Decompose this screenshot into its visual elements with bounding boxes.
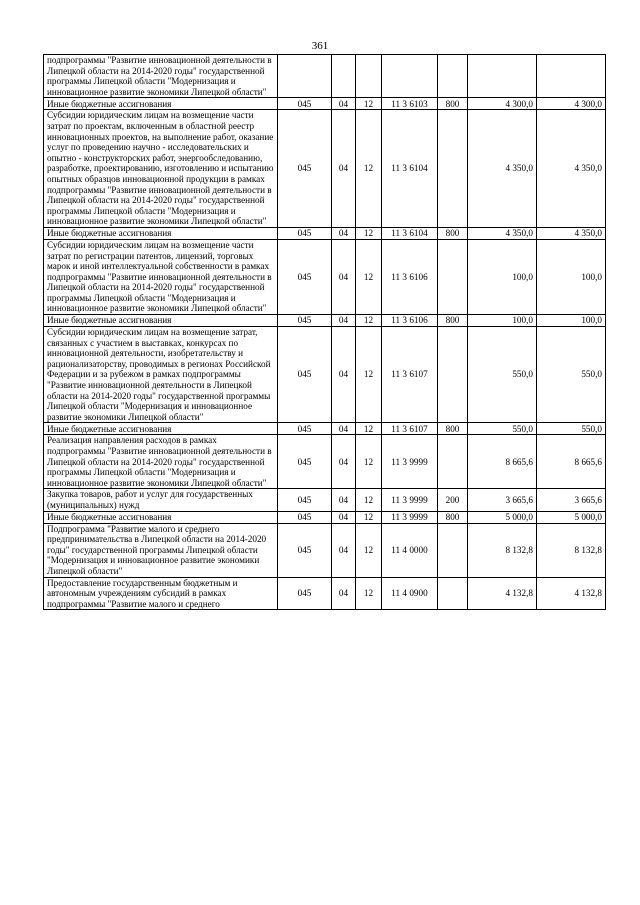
row-sum-1 — [468, 55, 537, 98]
row-sum-2: 550,0 — [537, 327, 606, 423]
row-name: Субсидии юридическим лицам на возмещение части затрат по проектам, включенным в областной реестр инновационных проектов, на выполнение работ, оказание услуг по проведению научно - исследовательских и опытно - конструкторских работ, энергообследованию, разработке, проектированию, изготовлению и испытанию опытных образцов инновационной продукции в рамках подпрограммы "Развитие инновационной деятельности в Липецкой области на 2014-2020 годы" государственной программы Липецкой области "Модернизация и инновационное развитие экономики Липецкой области" — [44, 110, 278, 228]
row-sum-2: 4 300,0 — [537, 98, 606, 110]
row-admin-code: 045 — [278, 489, 332, 511]
row-expense-type — [438, 239, 468, 314]
row-sum-1: 8 665,6 — [468, 435, 537, 489]
row-sum-1: 4 300,0 — [468, 98, 537, 110]
row-section: 04 — [332, 423, 356, 435]
row-expense-type — [438, 577, 468, 610]
row-subsection: 12 — [356, 523, 382, 577]
row-sum-2 — [537, 55, 606, 98]
table-row — [44, 327, 606, 423]
row-target-article: 11 3 6107 — [382, 423, 438, 435]
row-expense-type: 800 — [438, 227, 468, 239]
table-row — [44, 511, 606, 523]
row-admin-code: 045 — [278, 239, 332, 314]
row-target-article: 11 3 9999 — [382, 435, 438, 489]
row-name: Закупка товаров, работ и услуг для государственных (муниципальных) нужд — [44, 489, 278, 511]
row-sum-1: 550,0 — [468, 327, 537, 423]
row-sum-2: 8 665,6 — [537, 435, 606, 489]
row-section: 04 — [332, 511, 356, 523]
table-row — [44, 315, 606, 327]
row-sum-1: 4 350,0 — [468, 227, 537, 239]
table-row — [44, 577, 606, 610]
row-target-article — [382, 55, 438, 98]
row-sum-1: 550,0 — [468, 423, 537, 435]
row-target-article: 11 3 6107 — [382, 327, 438, 423]
row-name: Субсидии юридическим лицам на возмещение затрат, связанных с участием в выставках, конкурсах по инновационной деятельности, изобретательству и рационализаторству, проводимых в регионах Российской Федерации и за рубежом в рамках подпрограммы "Развитие инновационной деятельности в Липецкой области на 2014-2020 годы" государственной программы Липецкой области "Модернизация и инновационное развитие экономики Липецкой области" — [44, 327, 278, 423]
row-name: Иные бюджетные ассигнования — [44, 315, 278, 327]
row-section: 04 — [332, 577, 356, 610]
row-target-article: 11 3 6106 — [382, 315, 438, 327]
table-row — [44, 423, 606, 435]
table-row — [44, 435, 606, 489]
row-section — [332, 55, 356, 98]
row-sum-1: 8 132,8 — [468, 523, 537, 577]
table-row — [44, 98, 606, 110]
row-name: Предоставление государственным бюджетным и автономным учреждениям субсидий в рамках подпрограммы "Развитие малого и среднего — [44, 577, 278, 610]
row-section: 04 — [332, 110, 356, 228]
row-target-article: 11 4 0900 — [382, 577, 438, 610]
row-section: 04 — [332, 489, 356, 511]
row-subsection: 12 — [356, 315, 382, 327]
row-admin-code: 045 — [278, 435, 332, 489]
row-target-article: 11 3 6104 — [382, 227, 438, 239]
row-target-article: 11 3 6106 — [382, 239, 438, 314]
row-section: 04 — [332, 227, 356, 239]
table-row — [44, 523, 606, 577]
row-section: 04 — [332, 98, 356, 110]
row-section: 04 — [332, 315, 356, 327]
row-admin-code: 045 — [278, 327, 332, 423]
row-expense-type — [438, 435, 468, 489]
row-expense-type: 800 — [438, 511, 468, 523]
row-subsection: 12 — [356, 489, 382, 511]
row-sum-1: 100,0 — [468, 315, 537, 327]
table-row — [44, 227, 606, 239]
row-expense-type — [438, 327, 468, 423]
row-sum-2: 550,0 — [537, 423, 606, 435]
row-sum-2: 3 665,6 — [537, 489, 606, 511]
row-name: Субсидии юридическим лицам на возмещение части затрат по регистрации патентов, лицензий, торговых марок и иной интеллектуальной собственности в рамках подпрограммы "Развитие инновационной деятельности в Липецкой области на 2014-2020 годы" государственной программы Липецкой области "Модернизация и инновационное развитие экономики Липецкой области" — [44, 239, 278, 314]
row-subsection: 12 — [356, 511, 382, 523]
budget-table — [43, 54, 606, 610]
row-sum-1: 3 665,6 — [468, 489, 537, 511]
row-subsection: 12 — [356, 239, 382, 314]
row-admin-code: 045 — [278, 227, 332, 239]
row-admin-code: 045 — [278, 423, 332, 435]
row-sum-2: 100,0 — [537, 239, 606, 314]
page-number: 361 — [311, 40, 329, 52]
row-subsection: 12 — [356, 435, 382, 489]
row-expense-type — [438, 110, 468, 228]
row-subsection: 12 — [356, 423, 382, 435]
row-target-article: 11 3 9999 — [382, 489, 438, 511]
row-target-article: 11 4 0000 — [382, 523, 438, 577]
table-row — [44, 55, 606, 98]
row-section: 04 — [332, 327, 356, 423]
table-body — [44, 55, 606, 610]
row-target-article: 11 3 6104 — [382, 110, 438, 228]
row-expense-type: 800 — [438, 98, 468, 110]
row-admin-code: 045 — [278, 315, 332, 327]
row-name: Реализация направления расходов в рамках подпрограммы "Развитие инновационной деятельности в Липецкой области на 2014-2020 годы" государственной программы Липецкой области "Модернизация и инновационное развитие экономики Липецкой области" — [44, 435, 278, 489]
row-sum-1: 4 350,0 — [468, 110, 537, 228]
row-target-article: 11 3 6103 — [382, 98, 438, 110]
row-admin-code: 045 — [278, 511, 332, 523]
row-name: Иные бюджетные ассигнования — [44, 511, 278, 523]
row-name: подпрограммы "Развитие инновационной деятельности в Липецкой области на 2014-2020 годы" государственной программы Липецкой области "Модернизация и инновационное развитие экономики Липецкой области" — [44, 55, 278, 98]
row-sum-2: 8 132,8 — [537, 523, 606, 577]
row-expense-type: 200 — [438, 489, 468, 511]
table-row — [44, 239, 606, 314]
row-admin-code: 045 — [278, 98, 332, 110]
row-admin-code: 045 — [278, 110, 332, 228]
table-row — [44, 489, 606, 511]
row-subsection: 12 — [356, 110, 382, 228]
row-expense-type — [438, 523, 468, 577]
row-subsection: 12 — [356, 577, 382, 610]
row-sum-1: 4 132,8 — [468, 577, 537, 610]
row-target-article: 11 3 9999 — [382, 511, 438, 523]
row-section: 04 — [332, 435, 356, 489]
row-section: 04 — [332, 523, 356, 577]
row-expense-type: 800 — [438, 315, 468, 327]
row-admin-code — [278, 55, 332, 98]
row-sum-1: 5 000,0 — [468, 511, 537, 523]
row-expense-type: 800 — [438, 423, 468, 435]
row-sum-2: 100,0 — [537, 315, 606, 327]
table-row — [44, 110, 606, 228]
row-sum-2: 4 132,8 — [537, 577, 606, 610]
row-sum-2: 4 350,0 — [537, 227, 606, 239]
row-expense-type — [438, 55, 468, 98]
row-name: Иные бюджетные ассигнования — [44, 423, 278, 435]
row-name: Иные бюджетные ассигнования — [44, 227, 278, 239]
row-admin-code: 045 — [278, 523, 332, 577]
row-name: Подпрограмма "Развитие малого и среднего предпринимательства в Липецкой области на 2014-2020 годы" государственной программы Липецкой области "Модернизация и инновационное развитие экономики Липецкой области" — [44, 523, 278, 577]
row-subsection: 12 — [356, 227, 382, 239]
row-section: 04 — [332, 239, 356, 314]
row-name: Иные бюджетные ассигнования — [44, 98, 278, 110]
row-sum-2: 5 000,0 — [537, 511, 606, 523]
row-subsection — [356, 55, 382, 98]
row-admin-code: 045 — [278, 577, 332, 610]
row-sum-2: 4 350,0 — [537, 110, 606, 228]
row-subsection: 12 — [356, 327, 382, 423]
row-subsection: 12 — [356, 98, 382, 110]
row-sum-1: 100,0 — [468, 239, 537, 314]
